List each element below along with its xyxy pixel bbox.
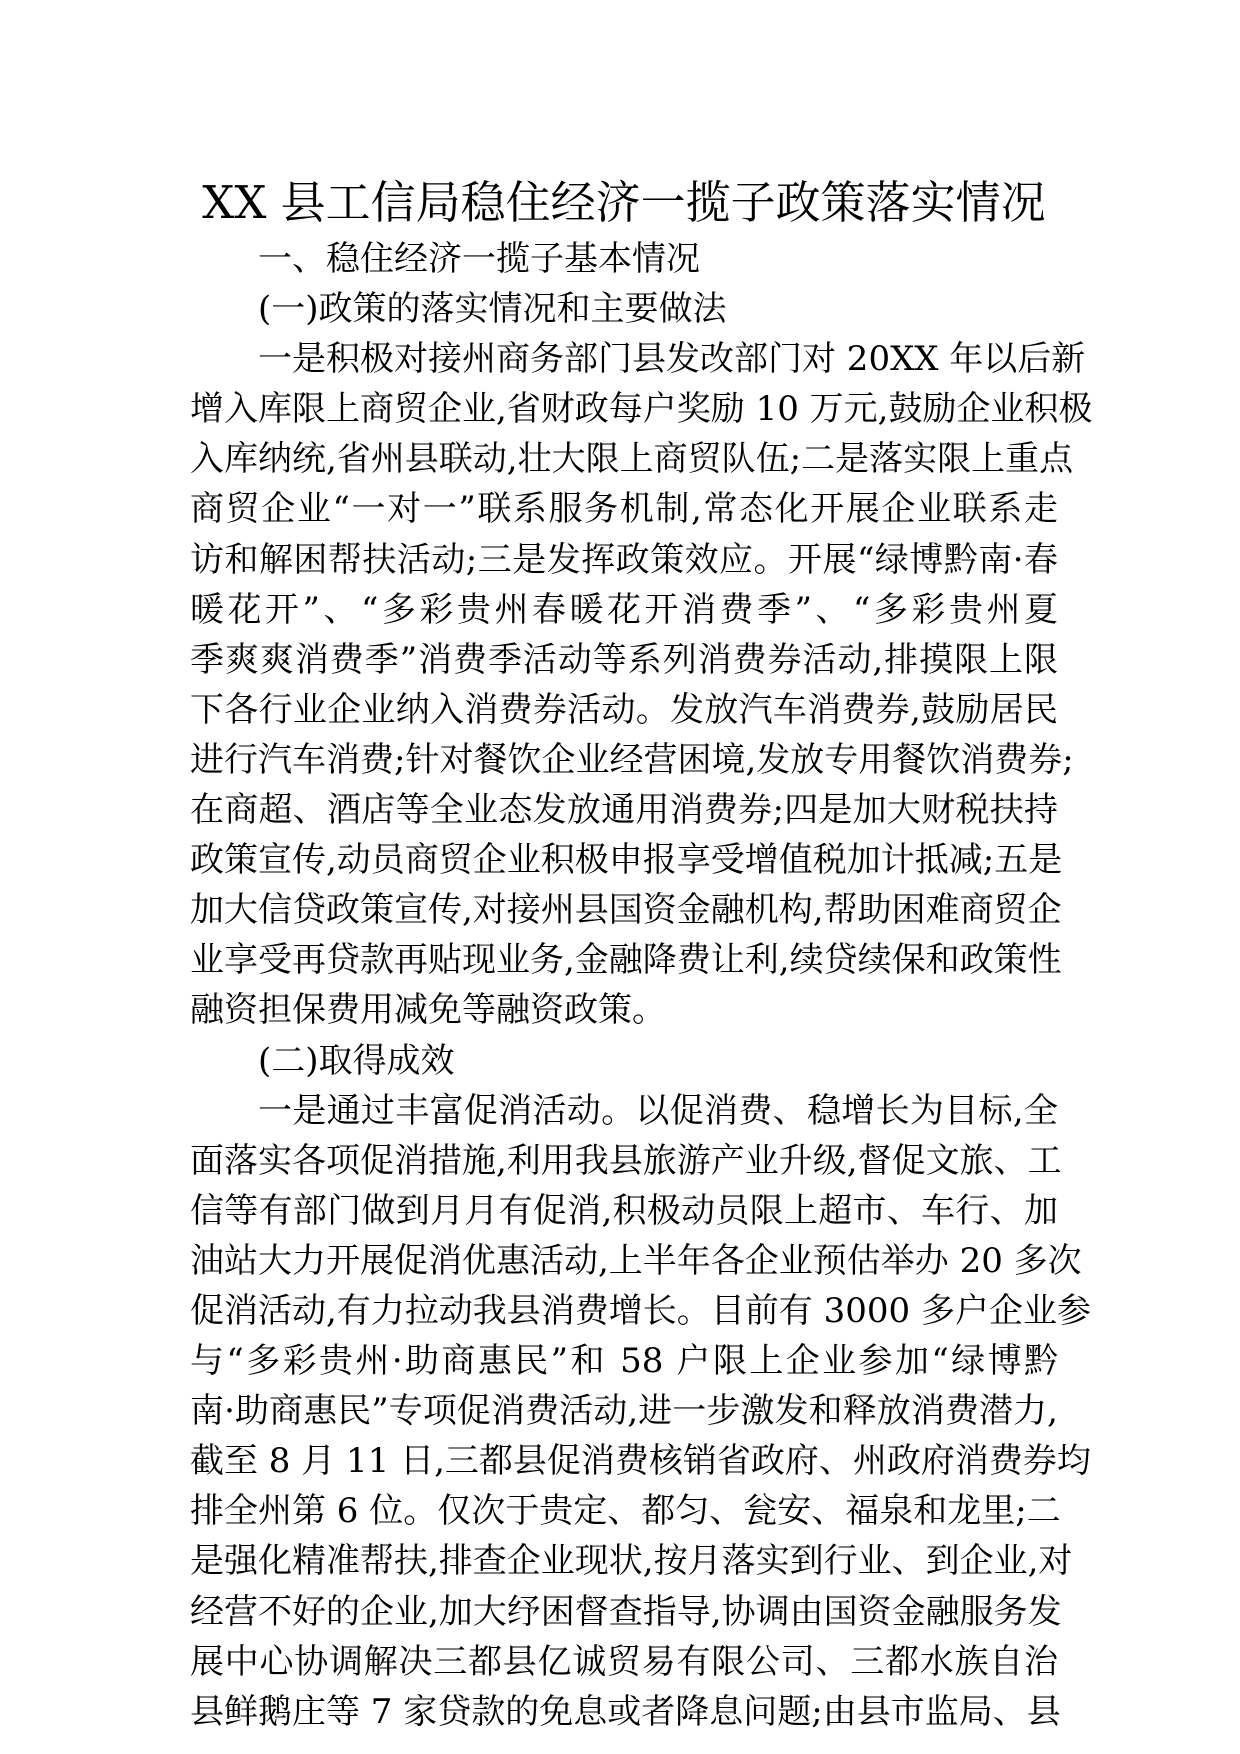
- document-text: [190, 234, 1093, 1737]
- text-line: 访和解困帮扶活动;三是发挥政策效应。开展“绿博黔南·春: [190, 539, 1058, 580]
- text-line: (一)政策的落实情况和主要做法: [258, 289, 727, 330]
- text-line: 促消活动,有力拉动我县消费增长。目前有 3000 多户企业参: [190, 1290, 1091, 1331]
- text-line: 下各行业企业纳入消费券活动。发放汽车消费券,鼓励居民: [190, 689, 1058, 730]
- text-line: 商贸企业“一对一”联系服务机制,常态化开展企业联系走: [190, 489, 1058, 530]
- text-line: 在商超、酒店等全业态发放通用消费券;四是加大财税扶持: [190, 790, 1058, 831]
- text-line: 一是通过丰富促消活动。以促消费、稳增长为目标,全: [258, 1090, 1058, 1131]
- text-line: 暖花开”、“多彩贵州春暖花开消费季”、“多彩贵州夏: [190, 589, 1058, 630]
- text-line: (二)取得成效: [258, 1040, 455, 1081]
- text-line: 一是积极对接州商务部门县发改部门对 20XX 年以后新: [258, 339, 1086, 380]
- document-title: XX 县工信局稳住经济一揽子政策落实情况: [202, 176, 1046, 229]
- text-line: 政策宣传,动员商贸企业积极申报享受增值税加计抵减;五是: [190, 840, 1063, 881]
- text-line: 面落实各项促消措施,利用我县旅游产业升级,督促文旅、工: [190, 1140, 1062, 1181]
- text-line: 经营不好的企业,加大纾困督查指导,协调由国资金融服务发: [190, 1591, 1062, 1632]
- text-line: 是强化精准帮扶,排查企业现状,按月落实到行业、到企业,对: [190, 1541, 1073, 1582]
- text-line: 县鲜鹅庄等 7 家贷款的免息或者降息问题;由县市监局、县: [190, 1691, 1061, 1732]
- text-line: 进行汽车消费;针对餐饮企业经营困境,发放专用餐饮消费券;: [190, 739, 1074, 780]
- text-line: 业享受再贷款再贴现业务,金融降费让利,续贷续保和政策性: [190, 940, 1062, 981]
- text-line: 融资担保费用减免等融资政策。: [190, 990, 666, 1031]
- text-line: 截至 8 月 11 日,三都县促消费核销省政府、州政府消费券均: [190, 1441, 1091, 1482]
- text-line: 南·助商惠民”专项促消费活动,进一步激发和释放消费潜力,: [190, 1391, 1058, 1432]
- text-line: 加大信贷政策宣传,对接州县国资金融机构,帮助困难商贸企: [190, 890, 1062, 931]
- text-line: 与“多彩贵州·助商惠民”和 58 户限上企业参加“绿博黔: [190, 1341, 1058, 1382]
- text-line: 入库纳统,省州县联动,壮大限上商贸队伍;二是落实限上重点: [190, 439, 1074, 480]
- text-line: 增入库限上商贸企业,省财政每户奖励 10 万元,鼓励企业积极: [190, 389, 1093, 430]
- text-line: 一、稳住经济一揽子基本情况: [258, 239, 700, 279]
- text-line: 排全州第 6 位。仅次于贵定、都匀、瓮安、福泉和龙里;二: [190, 1491, 1061, 1532]
- text-line: 油站大力开展促消优惠活动,上半年各企业预估举办 20 多次: [190, 1240, 1082, 1281]
- text-line: 展中心协调解决三都县亿诚贸易有限公司、三都水族自治: [190, 1641, 1058, 1682]
- text-line: 季爽爽消费季”消费季活动等系列消费券活动,排摸限上限: [190, 639, 1058, 680]
- document-body: [190, 172, 1093, 1737]
- text-line: 信等有部门做到月月有促消,积极动员限上超市、车行、加: [190, 1190, 1058, 1231]
